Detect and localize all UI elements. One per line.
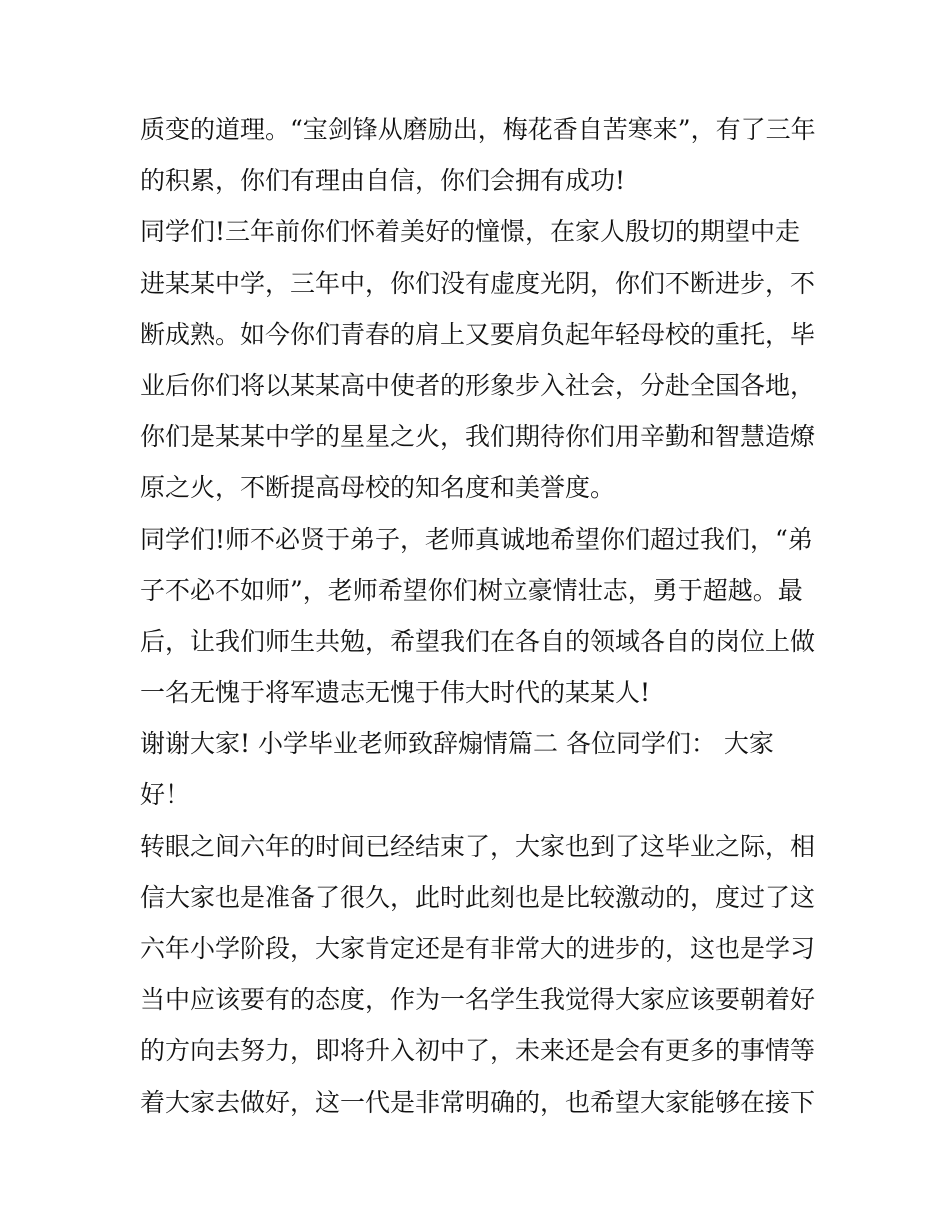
text-line: 六年小学阶段，大家肯定还是有非常大的进步的，这也是学习 xyxy=(140,934,816,963)
text-line: 信大家也是准备了很久，此时此刻也是比较激动的，度过了这 xyxy=(140,882,816,912)
text-line: 转眼之间六年的时间已经结束了，大家也到了这毕业之际，相 xyxy=(140,831,816,861)
text-line: 着大家去做好，这一代是非常明确的，也希望大家能够在接下 xyxy=(140,1087,816,1117)
text-line: 断成熟。如今你们青春的肩上又要肩负起年轻母校的重托，毕 xyxy=(140,319,816,349)
text-line: 业后你们将以某某高中使者的形象步入社会，分赴全国各地， xyxy=(140,370,816,400)
document-body xyxy=(140,104,820,1128)
text-line: 子不必不如师”，老师希望你们树立豪情壮志，勇于超越。最 xyxy=(140,575,803,605)
text-line: 的方向去努力，即将升入初中了，未来还是会有更多的事情等 xyxy=(140,1036,816,1066)
text-line: 好！ xyxy=(140,780,191,810)
text-line: 后，让我们师生共勉，希望我们在各自的领域各自的岗位上做 xyxy=(140,626,816,656)
text-line: 你们是某某中学的星星之火，我们期待你们用辛勤和智慧造燎 xyxy=(140,422,816,452)
text-line: 同学们!三年前你们怀着美好的憧憬，在家人殷切的期望中走 xyxy=(140,217,801,247)
text-line: 同学们!师不必贤于弟子，老师真诚地希望你们超过我们，“弟 xyxy=(140,524,813,554)
text-line: 质变的道理。“宝剑锋从磨励出，梅花香自苦寒来”，有了三年 xyxy=(140,115,816,144)
text-line: 当中应该要有的态度，作为一名学生我觉得大家应该要朝着好 xyxy=(140,985,816,1015)
text-line: 原之火，不断提高母校的知名度和美誉度。 xyxy=(140,473,616,503)
text-line: 谢谢大家! 小学毕业老师致辞煽情篇二 各位同学们： 大家 xyxy=(140,729,774,759)
text-line: 一名无愧于将军遗志无愧于伟大时代的某某人! xyxy=(140,678,651,708)
text-line: 的积累，你们有理由自信，你们会拥有成功! xyxy=(140,166,626,196)
text-line: 进某某中学，三年中，你们没有虚度光阴，你们不断进步，不 xyxy=(140,268,816,298)
